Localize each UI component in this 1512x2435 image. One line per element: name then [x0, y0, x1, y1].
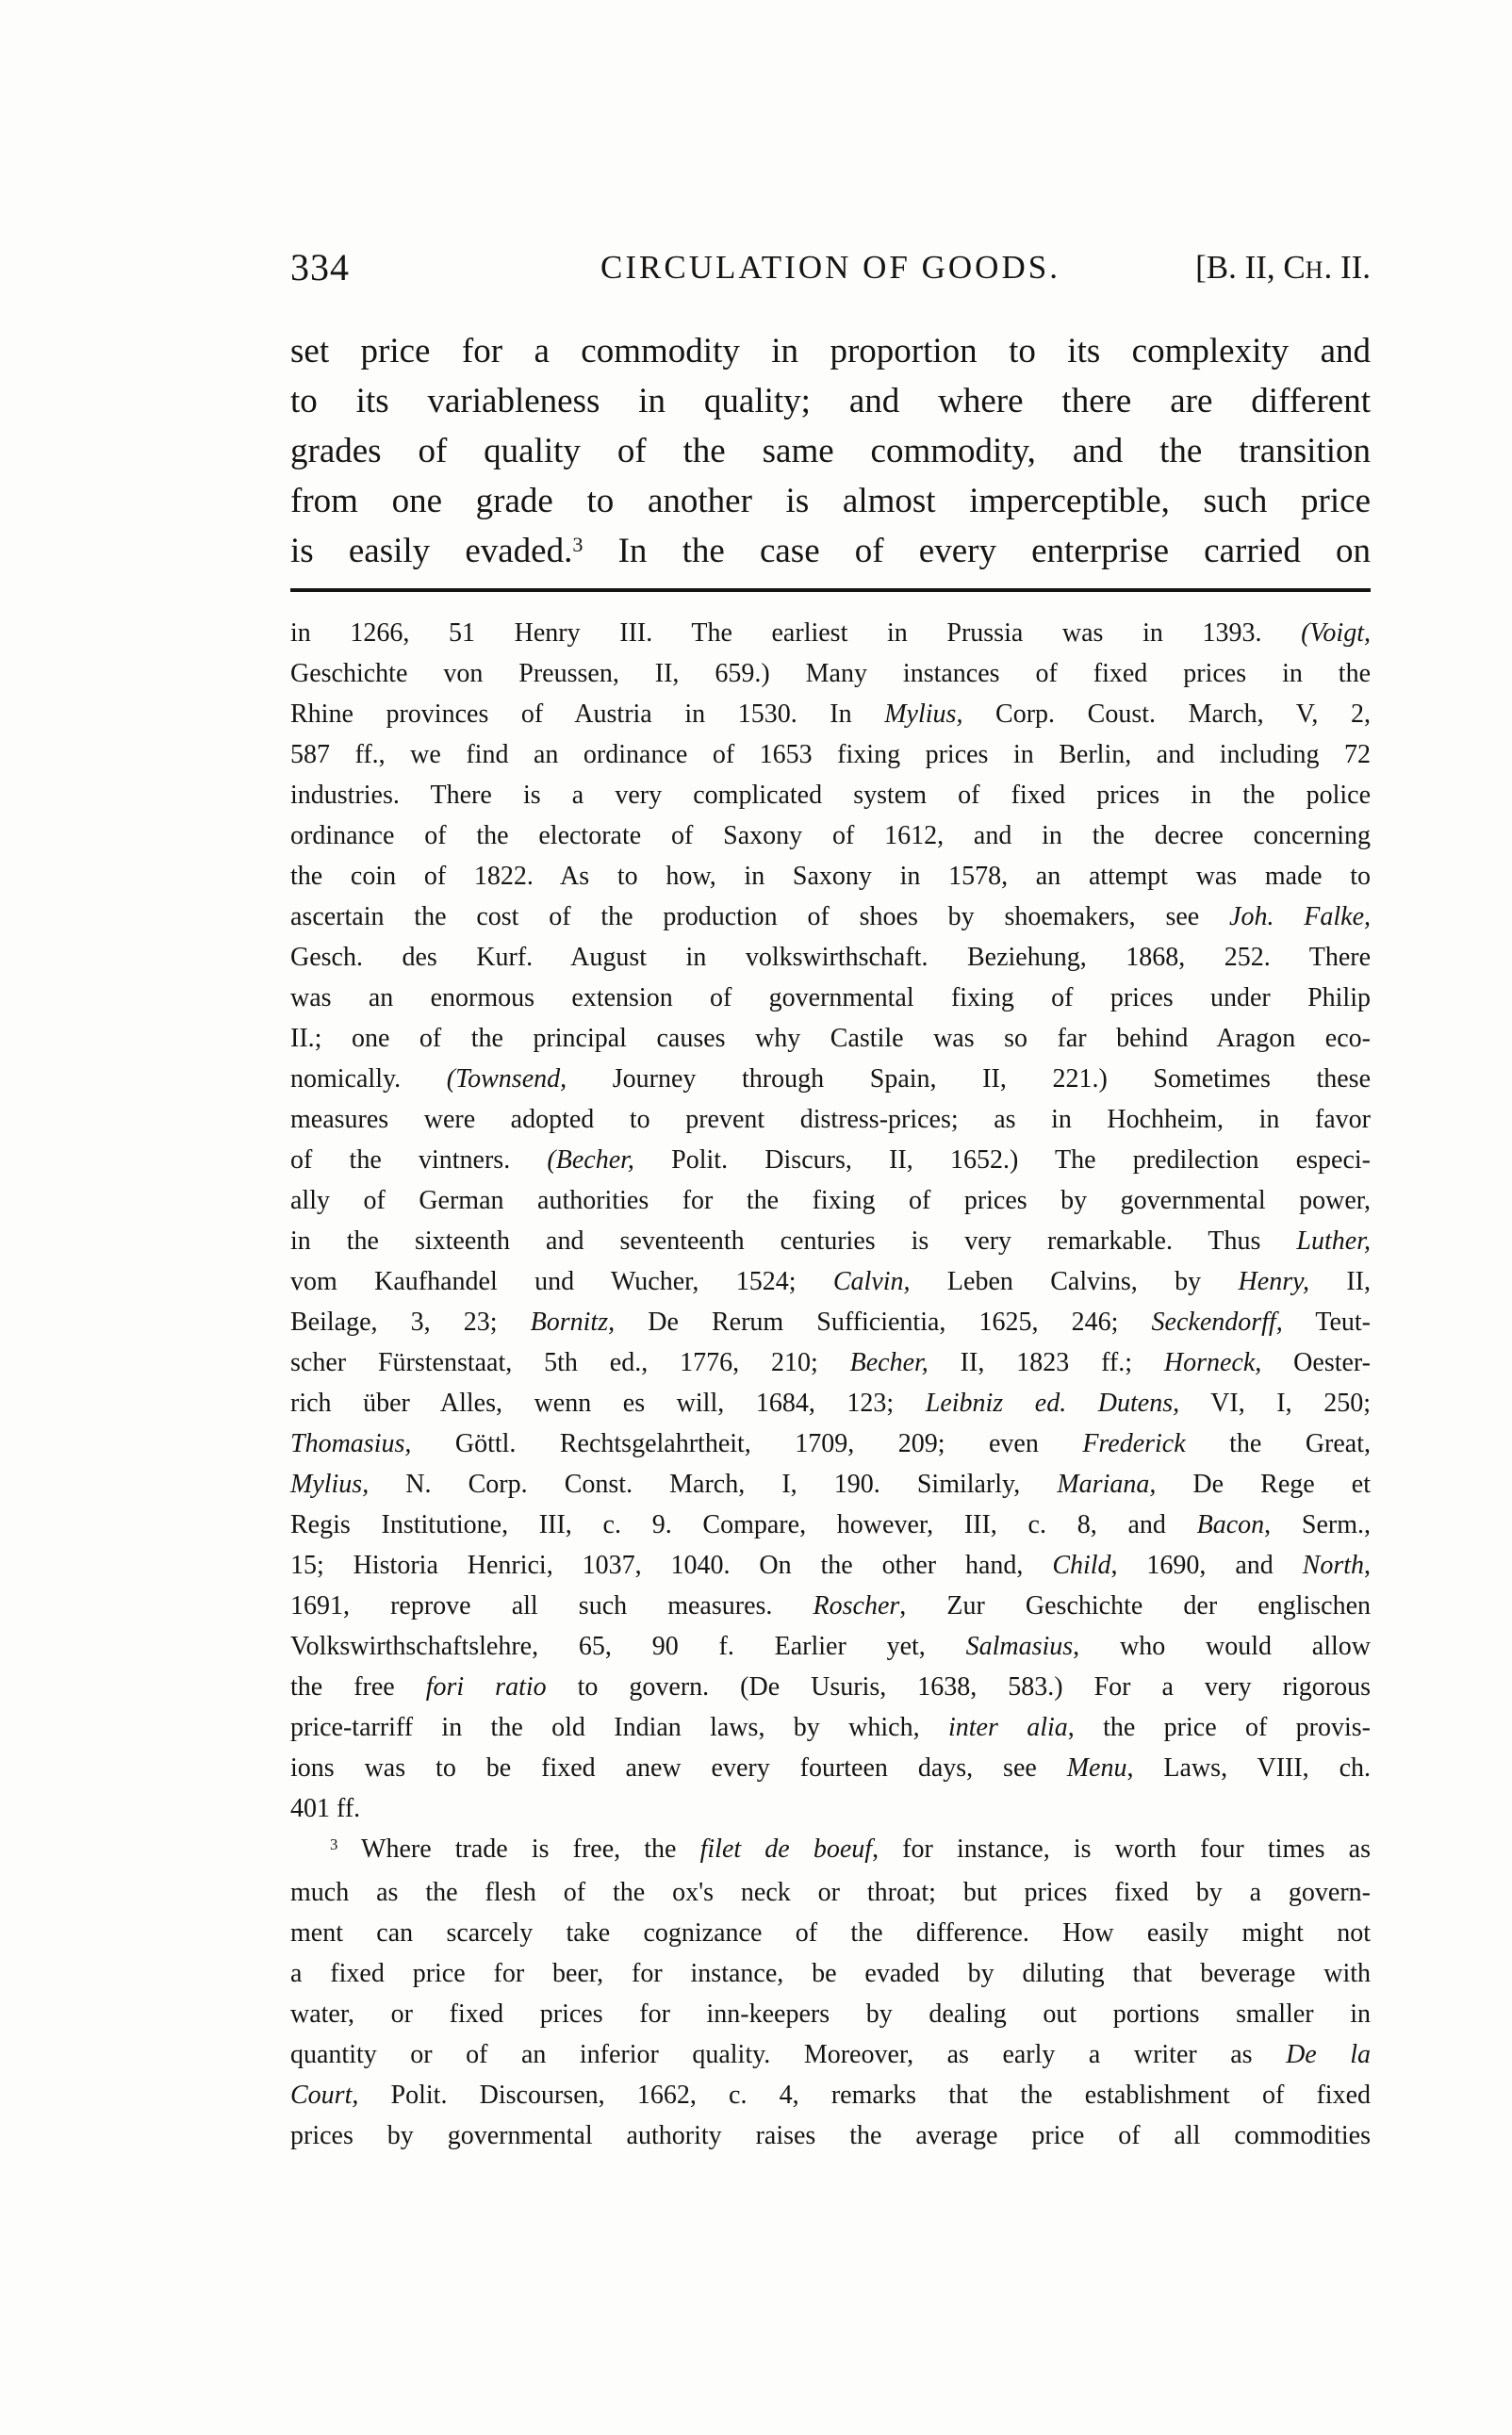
text-run: , Laws, VIII, ch. [1126, 1753, 1372, 1783]
italic-citation: (Voigt, [1301, 618, 1371, 648]
footnote-marker: 3 [572, 532, 583, 556]
text-line [290, 376, 1371, 426]
text-run: , 1690, and [1110, 1551, 1303, 1580]
text-run: much as the flesh of the ox's neck or throat; but prices fixed by a govern- [290, 1878, 1371, 1907]
main-paragraph [290, 326, 1371, 580]
footnote-2-continuation [290, 613, 1371, 1829]
italic-citation: Henry, [1238, 1267, 1309, 1296]
text-run: , the price of provis- [1067, 1713, 1371, 1742]
text-run: . II. [1323, 249, 1371, 286]
text-line [290, 476, 1371, 526]
text-run: a fixed price for beer, for instance, be evaded by diluting that beverage with [290, 1959, 1371, 1988]
text-run: , Serm., [1264, 1510, 1372, 1539]
text-run: [B. II, C [1195, 249, 1306, 286]
text-line [290, 1018, 1371, 1059]
italic-citation: Salmasius [965, 1632, 1074, 1661]
text-run: 401 ff. [290, 1794, 361, 1823]
text-run: ment can scarcely take cognizance of the difference. How easily might not [290, 1918, 1371, 1948]
text-run: Where trade is free, the [337, 1834, 700, 1864]
text-line [290, 1953, 1371, 1994]
chapter-reference [1195, 249, 1371, 287]
text-line [290, 856, 1371, 897]
italic-citation: Menu [1066, 1753, 1127, 1783]
text-run: to govern. (De Usuris, 1638, 583.) For a very rigorous [546, 1672, 1371, 1702]
italic-citation: Mariana, [1057, 1470, 1157, 1499]
text-run: scher Fürstenstaat, 5th ed., 1776, 210; [290, 1348, 850, 1377]
text-run: N. Corp. Const. March, I, 190. Similarly, [369, 1470, 1058, 1499]
text-run: rich über Alles, wenn es will, 1684, 123; [290, 1389, 926, 1418]
text-run: ally of German authorities for the fixing of prices by governmental power, [290, 1186, 1371, 1215]
text-line [290, 1423, 1371, 1464]
text-line [290, 1586, 1371, 1626]
italic-citation: Frederick [1082, 1429, 1186, 1458]
text-block [290, 243, 1371, 2156]
text-run: II.; one of the principal causes why Castile was so far behind Aragon eco- [290, 1024, 1371, 1053]
footnotes-section [290, 613, 1371, 2156]
text-line [290, 1140, 1371, 1180]
italic-citation: Bacon [1196, 1510, 1265, 1539]
italic-citation: Seckendorff, [1151, 1308, 1283, 1337]
text-line [290, 1383, 1371, 1423]
text-run: set price for a commodity in proportion to its complexity and [290, 332, 1371, 370]
text-run: the free [290, 1672, 426, 1702]
text-run: Geschichte von Preussen, II, 659.) Many instances of fixed prices in the [290, 659, 1371, 688]
text-line [290, 1829, 1371, 1872]
text-line [290, 1261, 1371, 1302]
text-run: Corp. Coust. March, V, 2, [962, 699, 1371, 729]
italic-citation: De la [1286, 2040, 1372, 2069]
text-run: 15; Historia Henrici, 1037, 1040. On the other hand, [290, 1551, 1053, 1580]
italic-citation: Becher, [849, 1348, 929, 1377]
running-title: CIRCULATION OF GOODS. [600, 249, 1060, 286]
text-run: quantity or of an inferior quality. Moreover, as early a writer as [290, 2040, 1287, 2069]
text-run: Teut- [1282, 1308, 1372, 1337]
text-line [290, 978, 1371, 1018]
text-run: , for instance, is worth four times as [872, 1834, 1372, 1864]
text-line [290, 1302, 1371, 1342]
italic-citation: Mylius, [290, 1470, 370, 1499]
text-run: the Great, [1185, 1429, 1371, 1458]
text-run: Polit. Discurs, II, 1652.) The predilection especi- [633, 1145, 1371, 1175]
text-line [290, 1221, 1371, 1261]
text-run: was an enormous extension of governmental fixing of prices under Philip [290, 983, 1371, 1012]
text-run: Gesch. des Kurf. August in volkswirthschaft. Beziehung, 1868, 252. There [290, 943, 1371, 972]
italic-citation: inter alia [947, 1713, 1068, 1742]
text-run: , [1364, 1551, 1371, 1580]
footnote-marker: 3 [330, 1834, 338, 1853]
text-line [290, 1464, 1371, 1505]
italic-citation: Horneck, [1163, 1348, 1262, 1377]
text-run: to its variableness in quality; and where there are different [290, 382, 1371, 420]
text-run: nomically. [290, 1064, 447, 1094]
text-line [290, 326, 1371, 376]
text-run: is easily evaded. [290, 532, 573, 570]
text-run: Regis Institutione, III, c. 9. Compare, however, III, c. 8, and [290, 1510, 1197, 1539]
italic-citation: Calvin, [832, 1267, 911, 1296]
text-run: In the case of every enterprise carried on [583, 532, 1372, 570]
italic-citation: Thomasius, [290, 1429, 412, 1458]
text-line [290, 1748, 1371, 1788]
text-run: measures were adopted to prevent distress-prices; as in Hochheim, in favor [290, 1105, 1371, 1134]
text-run: grades of quality of the same commodity, and the transition [290, 432, 1371, 470]
text-line [290, 1707, 1371, 1748]
text-run: industries. There is a very complicated system of fixed prices in the police [290, 781, 1371, 810]
text-run: in the sixteenth and seventeenth centuries is very remarkable. Thus [290, 1226, 1297, 1256]
text-run: in 1266, 51 Henry III. The earliest in Prussia was in 1393. [290, 618, 1302, 648]
text-line [290, 694, 1371, 734]
text-line [290, 1667, 1371, 1707]
text-line [290, 1505, 1371, 1545]
italic-citation: North [1302, 1551, 1364, 1580]
text-line [290, 1099, 1371, 1140]
italic-citation: (Becher, [547, 1145, 634, 1175]
text-run: Journey through Spain, II, 221.) Sometimes these [567, 1064, 1372, 1094]
text-line [290, 653, 1371, 694]
italic-citation: Mylius, [884, 699, 963, 729]
text-line [290, 775, 1371, 815]
italic-citation: Leibniz ed. Dutens, [925, 1389, 1180, 1418]
text-run: 1691, reprove all such measures. [290, 1591, 814, 1621]
text-line [290, 1545, 1371, 1586]
text-run: ordinance of the electorate of Saxony of 1612, and in the decree concerning [290, 821, 1371, 850]
text-line [290, 815, 1371, 856]
text-run: of the vintners. [290, 1145, 548, 1175]
text-line [290, 1788, 1371, 1829]
text-line [290, 2075, 1371, 2115]
text-run: II, 1823 ff.; [928, 1348, 1164, 1377]
text-line [290, 734, 1371, 775]
text-run: Göttl. Rechtsgelahrtheit, 1709, 209; even [411, 1429, 1083, 1458]
text-line [290, 613, 1371, 653]
page-number: 334 [290, 246, 350, 288]
text-run: ascertain the cost of the production of shoes by shoemakers, see [290, 902, 1230, 931]
text-run: Polit. Discoursen, 1662, c. 4, remarks that the establishment of fixed [358, 2081, 1371, 2110]
text-run: vom Kaufhandel und Wucher, 1524; [290, 1267, 833, 1296]
text-line [290, 1913, 1371, 1953]
italic-citation: Luther, [1296, 1226, 1371, 1256]
text-run: Rhine provinces of Austria in 1530. In [290, 699, 885, 729]
text-run: from one grade to another is almost imperceptible, such price [290, 482, 1371, 520]
text-run: Beilage, 3, 23; [290, 1308, 531, 1337]
text-run: 587 ff., we find an ordinance of 1653 fixing prices in Berlin, and including 72 [290, 740, 1371, 769]
italic-citation: Court, [290, 2081, 359, 2110]
footnote-3 [290, 1829, 1371, 2156]
text-run: the coin of 1822. As to how, in Saxony in 1578, an attempt was made to [290, 862, 1371, 891]
text-line [290, 1059, 1371, 1099]
italic-citation: Joh. Falke, [1229, 902, 1371, 931]
text-run: price-tarriff in the old Indian laws, by which, [290, 1713, 948, 1742]
text-line [290, 897, 1371, 937]
text-line [290, 526, 1371, 580]
text-run: prices by governmental authority raises the average price of all commodities [290, 2121, 1371, 2150]
text-line [290, 2115, 1371, 2156]
text-run: II, [1308, 1267, 1371, 1296]
text-line [290, 1872, 1371, 1913]
text-run: , who would allow [1073, 1632, 1371, 1661]
italic-citation: fori ratio [425, 1672, 547, 1702]
text-run: ions was to be fixed anew every fourteen days, see [290, 1753, 1067, 1783]
text-run: Oester- [1261, 1348, 1372, 1377]
italic-citation: (Townsend, [446, 1064, 567, 1094]
italic-citation: Bornitz, [530, 1308, 616, 1337]
text-run: H [1305, 256, 1324, 284]
footnote-separator [290, 588, 1371, 592]
text-run: Volkswirthschaftslehre, 65, 90 f. Earlier yet, [290, 1632, 966, 1661]
text-line [290, 1994, 1371, 2034]
text-run: De Rege et [1156, 1470, 1372, 1499]
page-header [290, 243, 1371, 294]
text-run: De Rerum Sufficientia, 1625, 246; [615, 1308, 1152, 1337]
italic-citation: Child [1052, 1551, 1111, 1580]
text-run: water, or fixed prices for inn-keepers by dealing out portions smaller in [290, 1999, 1371, 2029]
text-run: VI, I, 250; [1179, 1389, 1371, 1418]
italic-citation: filet de boeuf [699, 1834, 873, 1864]
text-run: Leben Calvins, by [910, 1267, 1239, 1296]
text-line [290, 1342, 1371, 1383]
text-line [290, 1626, 1371, 1667]
italic-citation: Roscher [813, 1591, 900, 1621]
text-run: , Zur Geschichte der englischen [899, 1591, 1371, 1621]
text-line [290, 2034, 1371, 2075]
text-line [290, 1180, 1371, 1221]
text-line [290, 426, 1371, 476]
text-line [290, 937, 1371, 978]
